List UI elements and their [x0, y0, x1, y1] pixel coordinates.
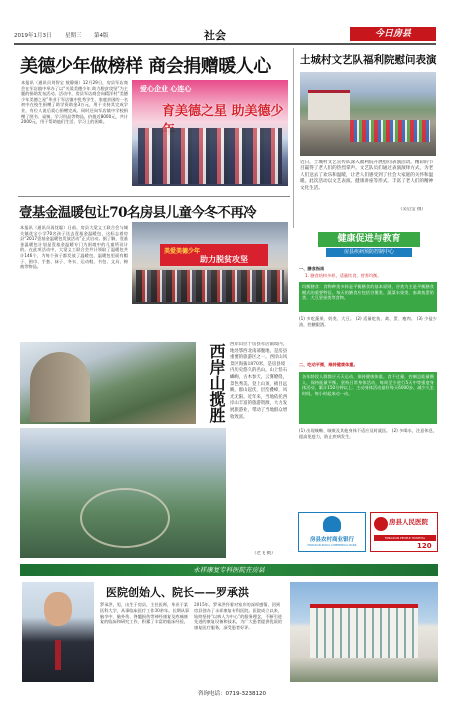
- masthead-logo: 今日房县: [350, 27, 436, 41]
- story1-body: 本报讯（通讯员刘智宝 敖静娟）12月29日，房县军店商会在军店镇中举办了以“关爱美德少年 助力脱贫攻坚”为主题的捐助发布活动。活动中，房县军店商会向精洋村“美德少年美德之星”毕业于军店镇中优秀学生、家庭贫困的一名初中在校生捐赠了助学资助金3万元，用于支持其完成学业，有位人说后爱心捐赠完成。同时还向军店镇中学校捐赠了图书、桌椅、学习用品等物品，价值近8000元，共计2000元，用于帮助他们生活、学习上的困难。: [21, 80, 128, 125]
- cliff-shape: [30, 352, 90, 422]
- travel-body: 西岸山位于房县军店镇境内，地处鄂西北南部腹地，是房县重要的旅游区之一。西岸山风景区海拔1870米，是房县境内历史悠久的名山。山上怪石嶙峋，古木参天，云雾缭绕，景色秀美。登上山顶，极目远眺，群山起伏，层峦叠嶂，风光无限。近年来，当地依托西岸山丰富的旅游资源，大力发展旅游业，带动了当地群众增收致富。: [230, 342, 288, 420]
- valley-road: [80, 488, 170, 548]
- health-title: 健康促进与教育: [318, 232, 420, 247]
- story3-photo: [132, 222, 288, 304]
- story2-body: 近日，土城村文艺宣传队深入福利院开展慰问表演活动。精彩的节目赢得了老人们的热烈掌声。文艺队员们通过表演演绎方式，为老人们送去了欢乐和温暖，让老人们感受到了社会大家庭的关怀和温暖。此次活动以文艺表演、健康讲座等形式，丰富了老人们的精神文化生活。: [300, 160, 434, 191]
- header-page: 第4版: [94, 33, 109, 39]
- profile-banner: 永祥康复专科医院在房县: [20, 564, 438, 576]
- profile-body-2: 2015年，罗承洪怀着对家乡的深厚感情，回到房县创办了永祥康复专科医院。医院成立以来，始终坚持“以病人为中心”的服务理念，不断引进先进的康复设备和技术，为广大患者提供优质的康复医疗服务，深受患者好评。: [194, 602, 283, 631]
- health-panel: [297, 264, 439, 510]
- health-tip2-list: (1) 出现咳嗽、咳痰及其他身体不适应及时就医。 (2) 多喝水，注意休息，提高免疫力，防止疾病发生。: [299, 428, 437, 439]
- hospital-cross-icon: [374, 517, 388, 531]
- section-rule-1: [18, 196, 290, 197]
- story2-headline: 土城村文艺队福利院慰问表演: [300, 54, 437, 66]
- bank-name: 房县农村商业银行: [309, 537, 354, 543]
- crowd-figures: [138, 128, 282, 184]
- health-subtitle: 房县疾病预防控制中心: [326, 248, 412, 257]
- travel-title: 西岸山揽胜: [207, 343, 226, 423]
- health-tip1-sub: 1. 膳食结构多样，适量饮食，营养均衡。: [305, 273, 382, 278]
- page-header: [14, 26, 436, 42]
- profile-phone: 咨询电话：0719-3238120: [198, 691, 266, 697]
- story3-body: 本报讯（通讯员再忱聪）日前，房县大觉义工联合会与城关镇花宝小学70名孩子送去壹基金温暖包，这标志着房县“2017壹基金温暖包发放活动”正式启动。据了解，壹基金温暖包计划是壹基金温暖专门为困境中的儿童所设计的。在此项活动中，大觉义工联合会共计领取了温暖包共计146个，为每个孩子都发放了温暖包，温暖包里面有帽子、围巾、手套、袜子、冬衣、运动鞋、书包、文具、棉被等物品。: [20, 225, 128, 270]
- story2-byline: （吴启莹 摄）: [398, 207, 426, 212]
- building-facade: [310, 604, 418, 658]
- health-tip1-body: 均衡膳食：食物种类多样是平衡膳食的基本原则，谷类为主是平衡膳食模式的重要特征。每天的膳食应包括谷薯类、蔬菜水果类、畜禽鱼蛋奶类、大豆坚果类等食物。: [299, 282, 437, 312]
- travel-photo-top: [20, 342, 196, 424]
- header-section: 社会: [204, 29, 226, 42]
- story3-banner: [160, 244, 268, 266]
- story1-banner-line1: 爱心企业 心连心: [140, 84, 192, 93]
- profile-body-1: 罗承洪，男，出生于房县，主任医师，毕业于某医科大学，从事临床医疗工作30余年。长期从事脑卒中、脑外伤、脊髓损伤等神经康复及疼痛康复的临床和研究工作，积累了丰富的临床经验。: [100, 602, 190, 625]
- bank-subname: FANGXIAN RURAL COMMERCIAL BANK: [307, 544, 357, 547]
- health-header: [318, 232, 420, 260]
- building-shape: [308, 90, 350, 120]
- hospital-phone: 120: [417, 542, 432, 550]
- story1-photo: [132, 80, 288, 186]
- story1-banner-line2: 育美德之星 助美德少: [162, 104, 284, 119]
- travel-photo-bottom: [20, 428, 226, 558]
- story3-headline: 壹基金温暖包让70名房县儿童今冬不再冷: [19, 205, 256, 221]
- header-rule: [14, 43, 436, 45]
- founder-portrait: [22, 582, 94, 682]
- story2-photo: [300, 72, 436, 156]
- portrait-tie: [55, 640, 61, 670]
- profile-headline: 医院创始人、院长——罗承洪: [106, 586, 249, 599]
- group-figures: [136, 270, 284, 302]
- performers: [350, 120, 430, 142]
- story3-banner-line2: 助力脱贫攻坚: [200, 255, 248, 264]
- portrait-face: [44, 592, 72, 626]
- header-weekday: 星期三: [65, 33, 82, 39]
- bank-ad: [298, 512, 366, 552]
- header-date: 2019年1月3日: [14, 33, 52, 39]
- hospital-ad: [370, 512, 438, 552]
- bank-logo-icon: [323, 516, 341, 532]
- hospital-subname: FANGXIAN PEOPLE HOSPITAL: [374, 535, 436, 541]
- health-tip1-list: (1) 多吃蔬果、奶类、大豆。 (2) 适量吃鱼、禽、蛋、瘦肉。 (3) 少盐少油，控糖限酒。: [299, 316, 437, 327]
- travel-credit: （老飞 摄）: [252, 551, 276, 556]
- story3-banner-line1: 美爱美德少年: [164, 248, 201, 255]
- hospital-building-photo: [290, 582, 438, 682]
- story1-headline: 美德少年做榜样 商会捐赠暖人心: [20, 56, 271, 77]
- hospital-name: 房县人民医院: [389, 518, 428, 526]
- health-tip1-title: 一、膳食指南: [299, 266, 325, 271]
- column-divider: [293, 48, 294, 228]
- health-tip2-body: 各年龄段人群都应天天运动、保持健康体重。食不过量，控制总能量摄入，保持能量平衡。坚持日常身体活动，每周至少进行5天中等强度身体活动，累计150分钟以上；主动身体活动最好每天6000步。减少久坐时间，每小时起来动一动。: [299, 372, 437, 424]
- health-tip2-title: 二、吃动平衡，维持健康体重。: [299, 362, 358, 367]
